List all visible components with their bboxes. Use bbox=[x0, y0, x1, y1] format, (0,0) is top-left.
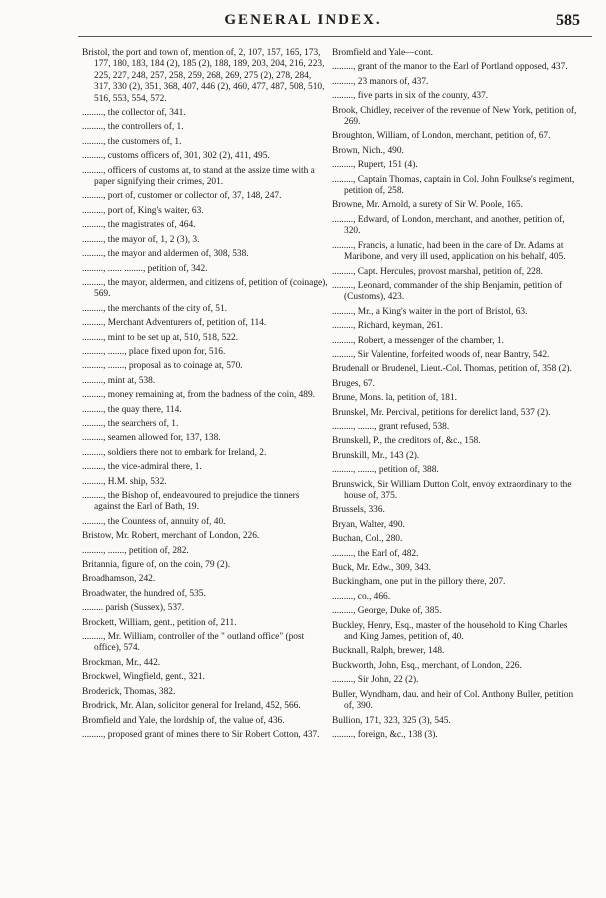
index-entry: ........., the quay there, 114. bbox=[82, 404, 182, 415]
index-entry: ........., co., 466. bbox=[332, 591, 391, 602]
index-entry: Brunskell, P., the creditors of, &c., 158. bbox=[332, 436, 481, 447]
index-entry: Brussels, 336. bbox=[332, 505, 385, 516]
index-entry: Bromfield and Yale, the lordship of, the value of, 436. bbox=[82, 715, 285, 726]
index-entry: Buckworth, John, Esq., merchant, of London, 226. bbox=[332, 660, 522, 671]
index-entry: Brockman, Mr., 442. bbox=[82, 657, 161, 668]
right-column bbox=[332, 48, 578, 744]
index-entry: ........., the magistrates of, 464. bbox=[82, 220, 196, 231]
index-entry: ........., the mayor, aldermen, and citizens of, petition of (coinage), 569. bbox=[82, 277, 328, 300]
index-entry: ........., the Earl of, 482. bbox=[332, 548, 419, 559]
index-entry: Bromfield and Yale—cont. bbox=[332, 48, 434, 58]
page-header bbox=[0, 12, 606, 36]
index-entry: ........., the vice-admiral there, 1. bbox=[82, 462, 202, 473]
index-entry: ........., the Countess of, annuity of, 40. bbox=[82, 516, 226, 527]
index-entry: Brown, Nich., 490. bbox=[332, 145, 404, 156]
index-entry: ........., officers of customs at, to stand at the assize time with a paper signifying their crimes, 201. bbox=[82, 165, 315, 188]
index-entry: Brune, Mons. la, petition of, 181. bbox=[332, 393, 457, 404]
index-entry: ........., Francis, a lunatic, had been in the care of Dr. Adams at Maribone, and very ill used, application on his behalf, 405. bbox=[332, 240, 566, 263]
index-entry: Brodrick, Mr. Alan, solicitor general for Ireland, 452, 566. bbox=[82, 701, 301, 712]
index-entry: Brunskel, Mr. Percival, petitions for derelict land, 537 (2). bbox=[332, 407, 551, 418]
index-entry: ........., ......., petition of, 388. bbox=[332, 465, 439, 476]
index-entry: ........., Leonard, commander of the ship Benjamin, petition of (Customs), 423. bbox=[332, 280, 563, 303]
index-entry: Buckingham, one put in the pillory there, 207. bbox=[332, 577, 506, 588]
index-entry: ........., the collector of, 341. bbox=[82, 108, 186, 119]
index-entry: ........., customs officers of, 301, 302 (2), 411, 495. bbox=[82, 151, 270, 162]
running-title: GENERAL INDEX. bbox=[224, 12, 382, 28]
index-entry: ........., proposed grant of mines there to Sir Robert Cotton, 437. bbox=[82, 729, 320, 740]
index-entry: ........., the customers of, 1. bbox=[82, 136, 182, 147]
index-entry: Buck, Mr. Edw., 309, 343. bbox=[332, 563, 431, 574]
index-entry: ........., ......., grant refused, 538. bbox=[332, 421, 450, 432]
index-entry: ........., the mayor of, 1, 2 (3), 3. bbox=[82, 234, 200, 245]
index-entry: Broughton, William, of London, merchant, petition of, 67. bbox=[332, 131, 551, 142]
index-entry: Brudenall or Brudenel, Lieut.-Col. Thomas, petition of, 358 (2). bbox=[332, 364, 572, 375]
index-entry: ........., ...... ........, petition of, 342. bbox=[82, 263, 208, 274]
index-entry: ........., Sir Valentine, forfeited woods of, near Bantry, 542. bbox=[332, 349, 550, 360]
index-entry: ........., Rupert, 151 (4). bbox=[332, 160, 418, 171]
index-entry: ........., foreign, &c., 138 (3). bbox=[332, 729, 438, 740]
index-entry: ........., George, Duke of, 385. bbox=[332, 606, 442, 617]
index-entry: ........., the mayor and aldermen of, 308, 538. bbox=[82, 249, 249, 260]
index-entry: Britannia, figure of, on the coin, 79 (2). bbox=[82, 560, 231, 571]
index-entry: Brunswick, Sir William Dutton Colt, envoy extraordinary to the house of, 375. bbox=[332, 479, 572, 501]
index-entry: ........., Richard, keyman, 261. bbox=[332, 321, 443, 332]
index-entry: ........., Captain Thomas, captain in Col. John Foulkse's regiment, petition of, 258. bbox=[332, 174, 575, 197]
index-entry: ........., Robert, a messenger of the chamber, 1. bbox=[332, 335, 504, 346]
index-entry: ........., ......., petition of, 282. bbox=[82, 545, 189, 556]
index-entry: ........., Edward, of London, merchant, and another, petition of, 320. bbox=[332, 214, 565, 237]
index-entry: ........., Capt. Hercules, provost marshal, petition of, 228. bbox=[332, 266, 543, 277]
index-entry: Bryan, Walter, 490. bbox=[332, 519, 405, 530]
index-entry: Brockett, William, gent., petition of, 211. bbox=[82, 617, 237, 628]
index-entry: ........., Merchant Adventurers of, petition of, 114. bbox=[82, 318, 267, 329]
index-entry: ........., ......., place fixed upon for, 516. bbox=[82, 346, 226, 357]
index-entry: ........., port of, customer or collector of, 37, 148, 247. bbox=[82, 191, 282, 202]
index-entry: ........., the searchers of, 1. bbox=[82, 418, 179, 429]
index-entry: Bucknall, Ralph, brewer, 148. bbox=[332, 646, 445, 657]
index-entry: Bullion, 171, 323, 325 (3), 545. bbox=[332, 715, 451, 726]
index-entry: Buller, Wyndham, dau. and heir of Col. Anthony Buller, petition of, 390. bbox=[332, 689, 574, 712]
index-entry: Broadwater, the hundred of, 535. bbox=[82, 588, 206, 599]
index-entry: ........., H.M. ship, 532. bbox=[82, 476, 167, 487]
header-rule bbox=[78, 36, 592, 37]
index-entry: ........., the Bishop of, endeavoured to prejudice the tinners against the Earl of Bath, 19. bbox=[82, 491, 300, 513]
index-entry: Brockwel, Wingfield, gent., 321. bbox=[82, 672, 205, 683]
index-entry: Buckley, Henry, Esq., master of the household to King Charles and King James, petition of, 40. bbox=[332, 620, 568, 643]
index-entry: ........., soldiers there not to embark for Ireland, 2. bbox=[82, 447, 267, 458]
index-entry: Bruges, 67. bbox=[332, 378, 375, 389]
index-entry: ........., mint at, 538. bbox=[82, 375, 156, 386]
index-entry: ........., money remaining at, from the badness of the coin, 489. bbox=[82, 390, 316, 401]
left-column bbox=[82, 48, 328, 744]
index-entry: ........., five parts in six of the county, 437. bbox=[332, 91, 489, 102]
index-entry: ........., 23 manors of, 437. bbox=[332, 76, 429, 87]
index-entry: ........., port of, King's waiter, 63. bbox=[82, 205, 204, 216]
index-entry: ........., mint to be set up at, 510, 518, 522. bbox=[82, 332, 238, 343]
index-entry: Brunskill, Mr., 143 (2). bbox=[332, 450, 420, 461]
index-entry: ........., Mr. William, controller of the " outland office" (post office), 574. bbox=[82, 632, 305, 654]
index-entry: Bristow, Mr. Robert, merchant of London, 226. bbox=[82, 531, 260, 542]
index-entry: Bristol, the port and town of, mention of, 2, 107, 157, 165, 173, 177, 180, 183, 184 (2), 185 (2), 188, 189, 203, 204, 216, 223, 225, 227, 248, 257, 258, 259, 268, 269, 275 (2), 278, 284, 317, 330 (2), 351, 368, 407, 446 (2), 460, 477, 487, 508, 510, 516, 553, 554, 572. bbox=[82, 48, 325, 104]
index-entry: ........., Mr., a King's waiter in the port of Bristol, 63. bbox=[332, 306, 528, 317]
index-entry: ........., grant of the manor to the Earl of Portland opposed, 437. bbox=[332, 62, 568, 73]
index-entry: ......... parish (Sussex), 537. bbox=[82, 603, 185, 614]
index-entry: ........., the merchants of the city of, 51. bbox=[82, 303, 228, 314]
index-entry: Browne, Mr. Arnold, a surety of Sir W. Poole, 165. bbox=[332, 200, 523, 211]
index-entry: ........., the controllers of, 1. bbox=[82, 122, 184, 133]
index-entry: Brook, Chidley, receiver of the revenue of New York, petition of, 269. bbox=[332, 105, 577, 128]
index-entry: Buchan, Col., 280. bbox=[332, 534, 403, 545]
index-entry: ........., seamen allowed for, 137, 138. bbox=[82, 433, 221, 444]
index-entry: ........., Sir John, 22 (2). bbox=[332, 675, 419, 686]
index-entry: ........., ......., proposal as to coinage at, 570. bbox=[82, 361, 243, 372]
index-entry: Broadhamson, 242. bbox=[82, 574, 156, 585]
index-entry: Broderick, Thomas, 382. bbox=[82, 686, 176, 697]
page-number: 585 bbox=[556, 12, 580, 29]
